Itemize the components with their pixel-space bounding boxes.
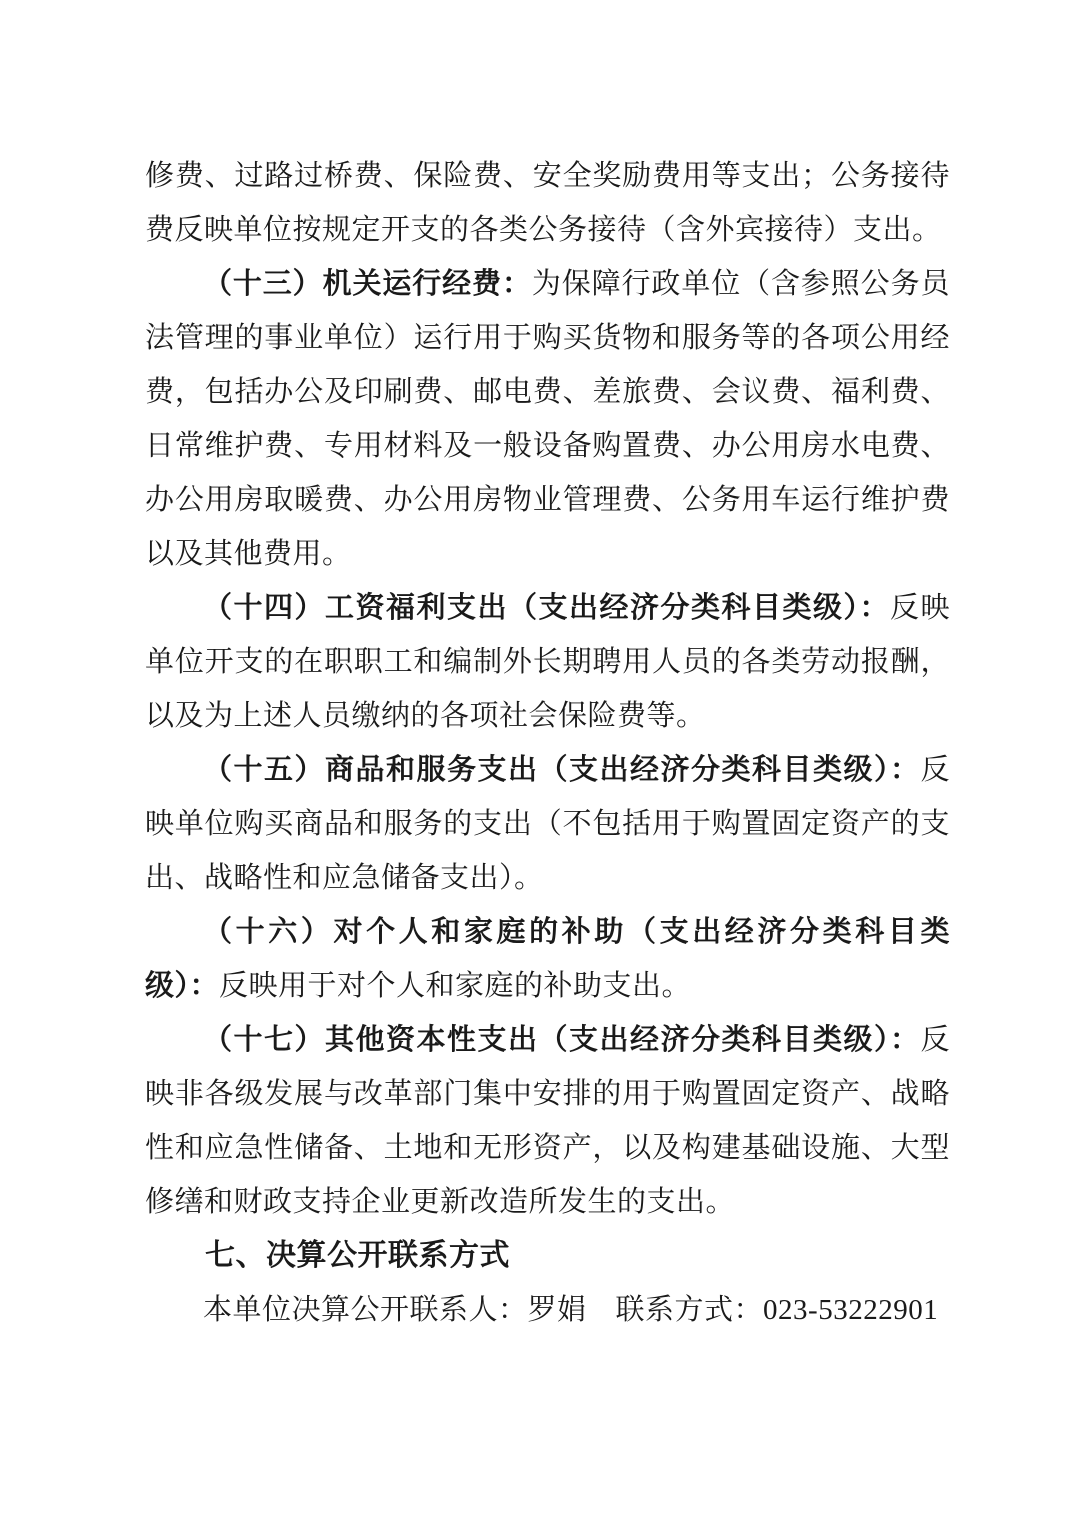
- paragraph-14-salary-welfare-expense: [145, 581, 950, 743]
- contact-label: 本单位决算公开联系人：: [203, 1294, 528, 1326]
- paragraph-16-individual-family-subsidy: [145, 905, 950, 1013]
- paragraph-text: 反映单位购买商品和服务的支出（不包括用于购置固定资产的支出、战略性和应急储备支出）。: [145, 754, 950, 894]
- section-7-heading: [145, 1229, 950, 1283]
- contact-method-label: 联系方式：: [615, 1294, 764, 1326]
- paragraph-17-other-capital-expense: [145, 1013, 950, 1229]
- paragraph-lead: （十四）工资福利支出（支出经济分类科目类级）：: [203, 592, 890, 624]
- paragraph-lead: （十五）商品和服务支出（支出经济分类科目类级）：: [203, 754, 921, 786]
- contact-person-name: 罗娟: [527, 1294, 587, 1326]
- section-heading-text: 七、决算公开联系方式: [205, 1239, 510, 1272]
- paragraph-text: 为保障行政单位（含参照公务员法管理的事业单位）运行用于购买货物和服务等的各项公用经费，包括办公及印刷费、邮电费、差旅费、会议费、福利费、日常维护费、专用材料及一般设备购置费、办公用房水电费、办公用房取暖费、办公用房物业管理费、公务用车运行维护费以及其他费用。: [145, 268, 950, 570]
- contact-line: [145, 1283, 950, 1337]
- paragraph-lead: （十三）机关运行经费：: [203, 268, 532, 300]
- paragraph-lead: （十六）对个人和家庭的补助（支出经济分类科目类级）：: [145, 916, 950, 1002]
- paragraph-13-agency-operating-costs: [145, 257, 950, 581]
- paragraph-text: 反映用于对个人和家庭的补助支出。: [219, 970, 692, 1002]
- paragraph-15-goods-services-expense: [145, 743, 950, 905]
- paragraph-text: 修费、过路过桥费、保险费、安全奖励费用等支出；公务接待费反映单位按规定开支的各类公务接待（含外宾接待）支出。: [145, 160, 950, 246]
- paragraph-text: 反映单位开支的在职职工和编制外长期聘用人员的各类劳动报酬，以及为上述人员缴纳的各项社会保险费等。: [145, 592, 950, 732]
- paragraph-lead: （十七）其他资本性支出（支出经济分类科目类级）：: [203, 1024, 921, 1056]
- contact-phone-number: 023-53222901: [763, 1294, 939, 1326]
- paragraph-text: 反映非各级发展与改革部门集中安排的用于购置固定资产、战略性和应急性储备、土地和无形资产，以及构建基础设施、大型修缮和财政支持企业更新改造所发生的支出。: [145, 1024, 950, 1218]
- paragraph-12-continuation: [145, 149, 950, 257]
